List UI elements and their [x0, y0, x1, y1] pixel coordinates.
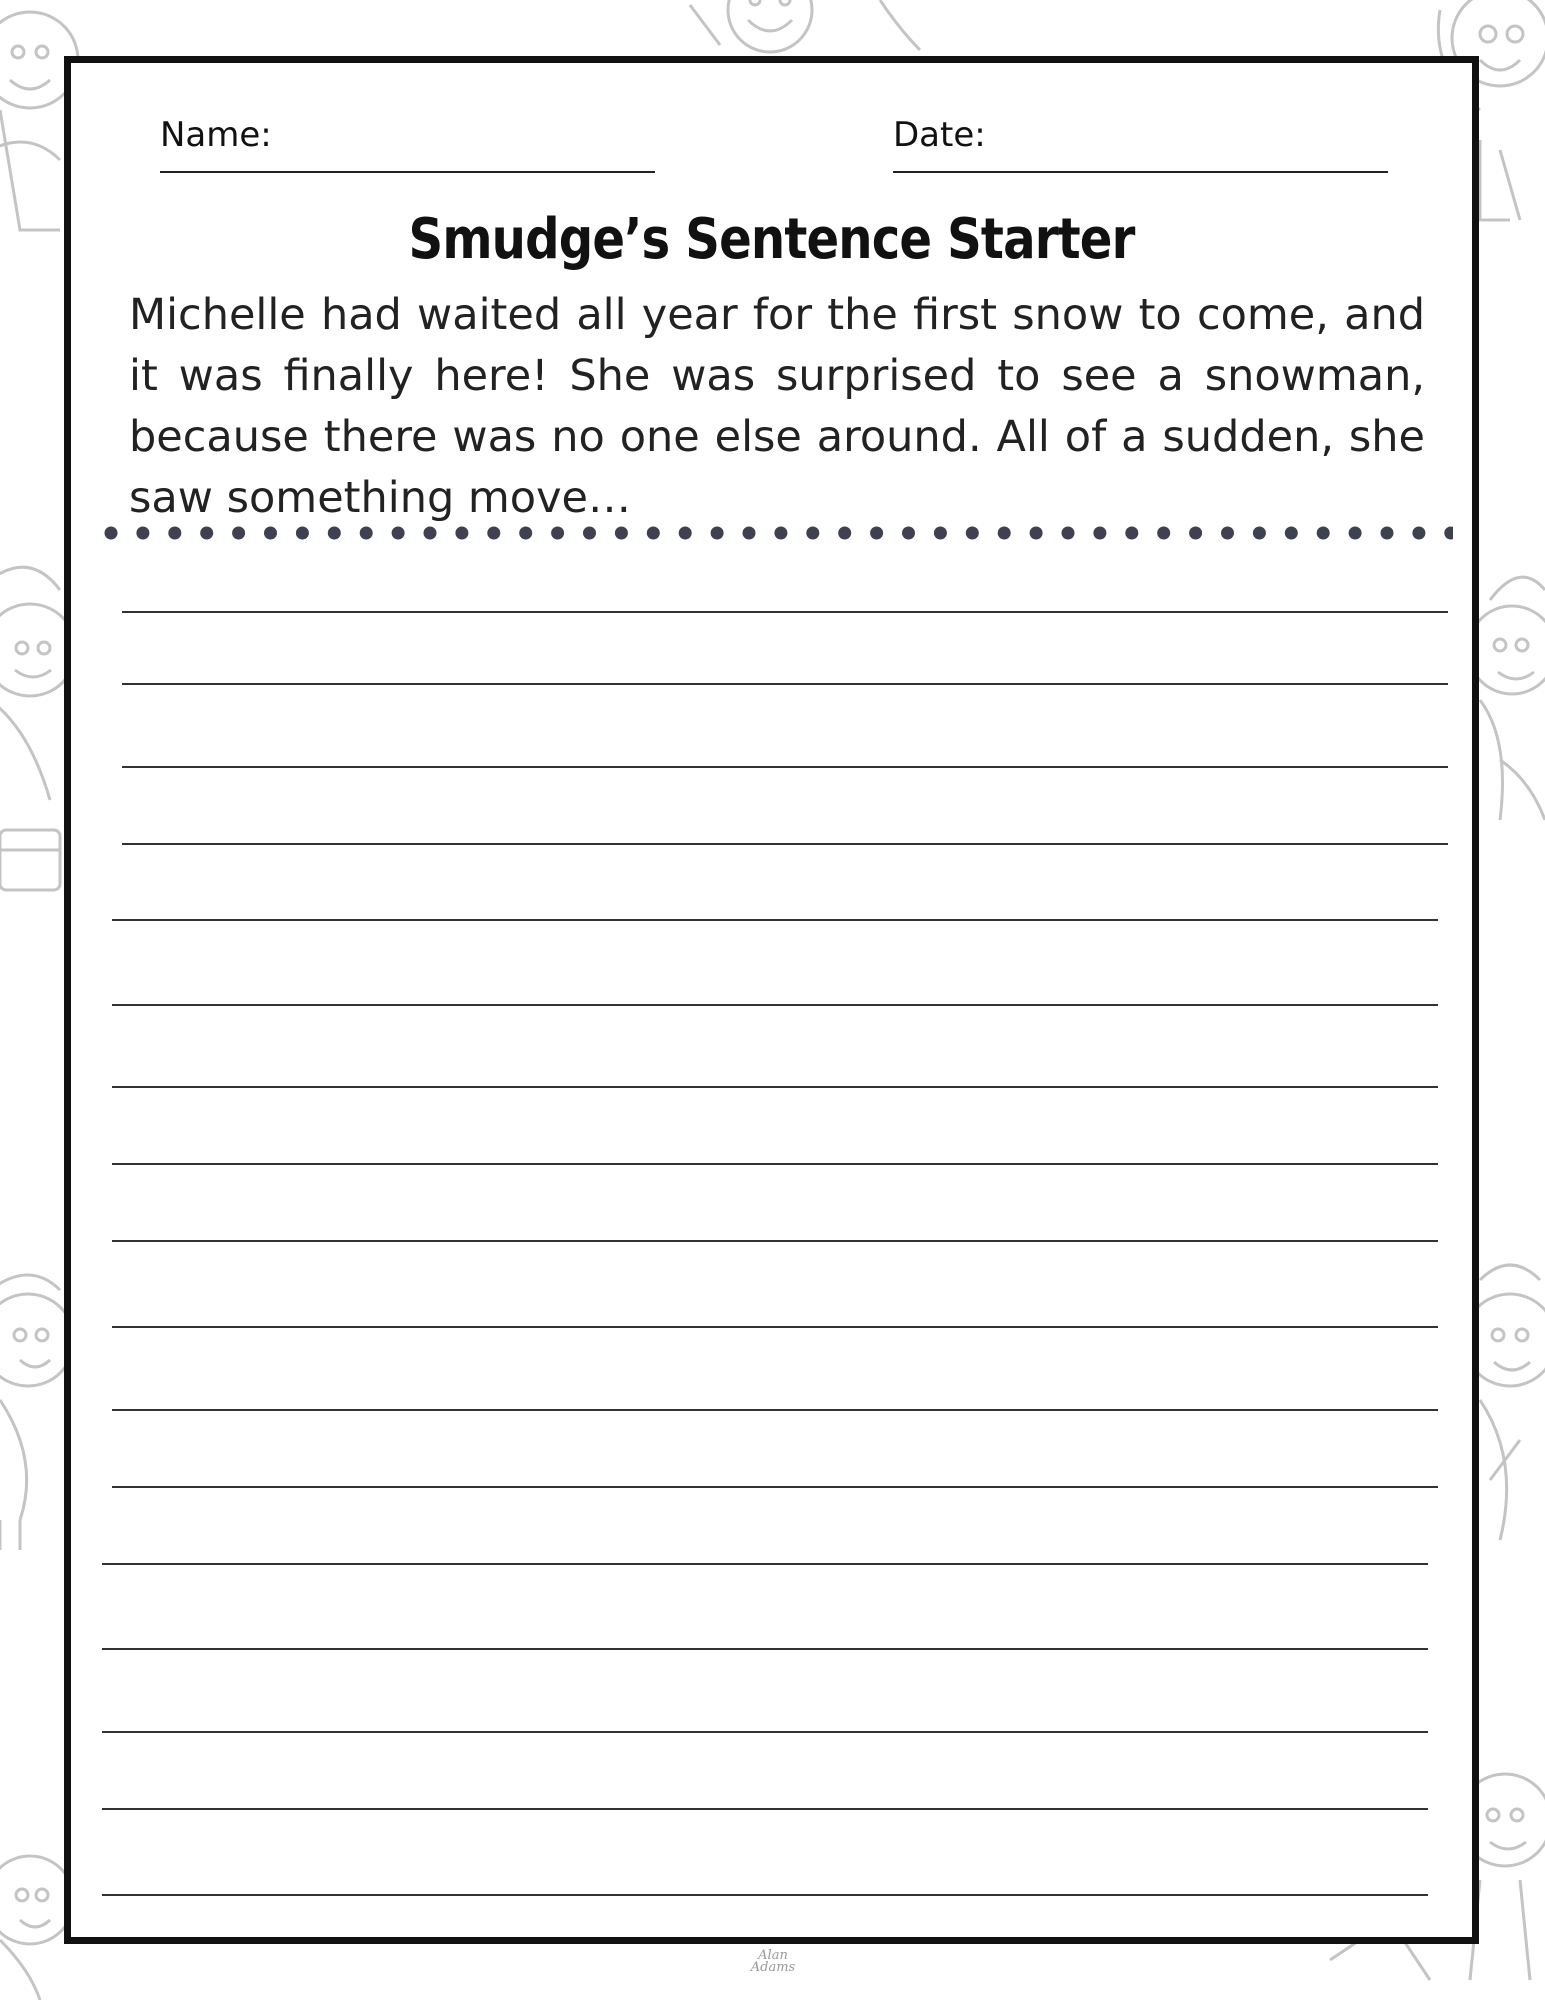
cartoon-character-icon [0, 1856, 74, 2000]
divider-dot [105, 527, 118, 540]
writing-line[interactable] [102, 1648, 1428, 1650]
name-label: Name: [160, 115, 272, 155]
writing-line[interactable] [112, 1086, 1438, 1088]
writing-line[interactable] [122, 683, 1448, 685]
divider-dot [1062, 527, 1075, 540]
divider-dot [615, 527, 628, 540]
divider-dot [647, 527, 660, 540]
worksheet-page [64, 56, 1479, 1944]
divider-dot [360, 527, 373, 540]
writing-line[interactable] [122, 843, 1448, 845]
divider-dot [711, 527, 724, 540]
date-label: Date: [893, 115, 986, 155]
logo-text: Alan Adams [750, 1948, 796, 1975]
divider-dot [168, 527, 181, 540]
divider-dot [743, 527, 756, 540]
writing-line[interactable] [122, 611, 1448, 613]
writing-line[interactable] [122, 766, 1448, 768]
divider-dot [264, 527, 277, 540]
writing-line[interactable] [102, 1808, 1428, 1810]
divider-dot [136, 527, 149, 540]
divider-dot [519, 527, 532, 540]
cartoon-character-icon [0, 1275, 74, 1550]
divider-dot [1221, 527, 1234, 540]
divider-dot [870, 527, 883, 540]
divider-dot [1349, 527, 1362, 540]
divider-dot [424, 527, 437, 540]
divider-dot [998, 527, 1011, 540]
divider-dot [583, 527, 596, 540]
divider-dot [1444, 527, 1453, 540]
divider-dot [200, 527, 213, 540]
writing-line[interactable] [112, 1409, 1438, 1411]
divider-dot [934, 527, 947, 540]
divider-dot [1253, 527, 1266, 540]
writing-line[interactable] [112, 1326, 1438, 1328]
divider-dot [232, 527, 245, 540]
divider-dot [902, 527, 915, 540]
writing-line[interactable] [112, 1240, 1438, 1242]
dotted-divider [103, 523, 1453, 543]
divider-dot [392, 527, 405, 540]
divider-dot [966, 527, 979, 540]
writing-line[interactable] [112, 1486, 1438, 1488]
publisher-logo [742, 1950, 804, 1992]
divider-dot [806, 527, 819, 540]
divider-dot [1093, 527, 1106, 540]
name-field[interactable] [160, 171, 655, 173]
divider-dot [1285, 527, 1298, 540]
divider-dot [328, 527, 341, 540]
divider-dot [487, 527, 500, 540]
date-field[interactable] [893, 171, 1388, 173]
cartoon-character-icon [690, 0, 920, 52]
story-prompt: Michelle had waited all year for the first snow to come, and it was finally here! She was surprised to see a snowman, because there was no one else around. All of a sudden, she saw something move… [129, 290, 1425, 523]
writing-line[interactable] [102, 1894, 1428, 1896]
divider-dot [1157, 527, 1170, 540]
divider-dot [296, 527, 309, 540]
page-title: Smudge’s Sentence Starter [408, 207, 1135, 272]
writing-line[interactable] [102, 1731, 1428, 1733]
divider-dot [455, 527, 468, 540]
divider-dot [1125, 527, 1138, 540]
divider-dot [551, 527, 564, 540]
writing-line[interactable] [102, 1563, 1428, 1565]
divider-dot [1381, 527, 1394, 540]
cartoon-character-icon [1468, 577, 1545, 820]
writing-line[interactable] [112, 919, 1438, 921]
writing-line[interactable] [112, 1163, 1438, 1165]
writing-line[interactable] [112, 1004, 1438, 1006]
divider-dot [774, 527, 787, 540]
divider-dot [679, 527, 692, 540]
divider-dot [838, 527, 851, 540]
divider-dot [1412, 527, 1425, 540]
divider-dot [1317, 527, 1330, 540]
divider-dot [1030, 527, 1043, 540]
divider-dot [1189, 527, 1202, 540]
